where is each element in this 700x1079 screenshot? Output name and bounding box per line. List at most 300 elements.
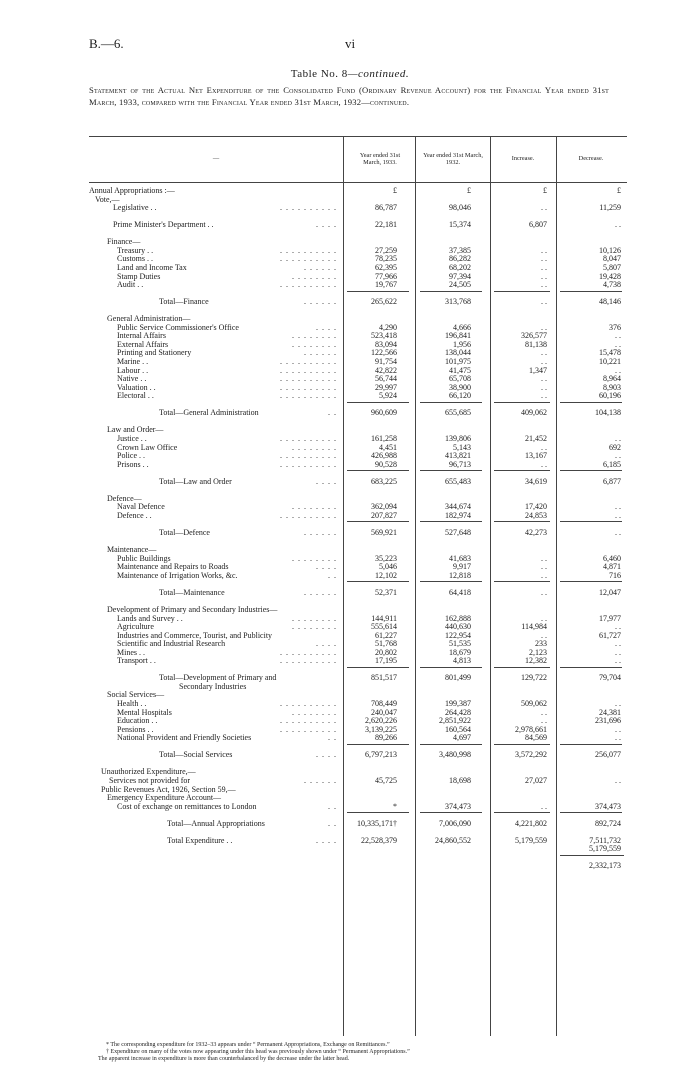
subtotal-rule: [560, 812, 622, 813]
statement-heading: Statement of the Actual Net Expenditure of the Consolidated Fund (Ordinary Revenue Account) for the Financial Year ended 31st March, 1933, compared with the Financial Year ended 31st March, 1932—continued.: [89, 85, 609, 107]
cell-c4: . .: [615, 365, 621, 375]
cell-c3: 233: [535, 639, 547, 649]
row-label: Total—Law and Order: [159, 476, 232, 486]
cell-c3: 81,138: [525, 339, 547, 349]
leader-dots: . . . . . .: [304, 775, 337, 785]
cell-c1: 83,094: [375, 339, 397, 349]
row-label: Valuation . .: [117, 382, 156, 392]
total-row: [89, 408, 627, 418]
row-label: Health . .: [117, 699, 147, 708]
cell-c4: 7,511,732: [589, 835, 621, 845]
leader-dots: . . . . . . . .: [292, 331, 337, 341]
total-row: [89, 588, 627, 598]
leader-dots: . .: [328, 801, 337, 811]
row-label: Total—Annual Appropriations: [167, 818, 265, 828]
cell-c3: 84,569: [525, 733, 547, 743]
cell-c3: . .: [541, 716, 547, 726]
row-label: Native . .: [117, 374, 147, 384]
cell-c2: 37,385: [449, 245, 471, 255]
table-row: [89, 220, 627, 230]
cell-c3: 326,577: [521, 331, 547, 341]
cell-c4: 48,146: [599, 297, 621, 307]
leader-dots: . . . . . . . . . .: [280, 280, 337, 290]
row-label: Maintenance and Repairs to Roads: [117, 562, 229, 572]
leader-dots: . . . .: [316, 639, 337, 649]
footnote-asterisk: * The corresponding expenditure for 1932–33 appears under “ Permanent Appropriations, Exchange on Remittances.”: [106, 1042, 390, 1048]
row-label: Legislative . .: [113, 203, 157, 213]
cell-c3: . .: [541, 374, 547, 384]
cell-c1: 56,744: [375, 374, 397, 384]
row-label: Defence . .: [117, 510, 152, 520]
cell-c3: 5,179,559: [515, 835, 547, 845]
leader-dots: . . . . . . . .: [292, 442, 337, 452]
subtotal-rule: [560, 402, 622, 403]
leader-dots: . . . . . . . . . .: [280, 459, 337, 469]
row-label: Stamp Duties: [117, 271, 161, 281]
total-row: [89, 477, 627, 487]
row-label: Mines . .: [117, 647, 145, 657]
row-label: Total Expenditure . .: [167, 835, 233, 845]
cell-c4: 10,221: [599, 357, 621, 366]
cell-c2: 2,851,922: [439, 716, 471, 726]
row-label: Social Services—: [107, 690, 165, 700]
column-header-decrease: Decrease.: [578, 155, 604, 163]
cell-c4: 104,138: [595, 408, 621, 418]
row-label: Vote,—: [95, 194, 120, 204]
cell-c2: £: [467, 186, 471, 195]
row-label: Scientific and Industrial Research: [117, 639, 226, 649]
row-label: Treasury . .: [117, 245, 154, 255]
cell-c2: 655,685: [445, 408, 471, 418]
cell-c3: 17,420: [525, 502, 547, 512]
subtotal-rule: [347, 812, 409, 813]
cell-c1: 10,335,171†: [357, 818, 397, 828]
header-bottom-rule: [89, 182, 627, 183]
cell-c1: 77,966: [375, 271, 397, 281]
cell-c1: 22,181: [375, 220, 397, 230]
cell-c2: 64,418: [449, 587, 471, 597]
table-row: [89, 844, 627, 854]
cell-c3: . .: [541, 562, 547, 572]
cell-c1: 161,258: [371, 433, 397, 443]
row-label: Printing and Stationery: [117, 348, 192, 358]
cell-c1: 62,395: [375, 262, 397, 272]
cell-c4: 716: [609, 570, 621, 580]
cell-c4: 6,460: [603, 553, 621, 563]
row-label: Total—Development of Primary and: [159, 673, 277, 683]
cell-c3: 2,978,661: [515, 724, 547, 734]
subtotal-rule: [347, 581, 409, 582]
cell-c4: . .: [615, 451, 621, 461]
cell-c4: 4,871: [603, 562, 621, 572]
cell-c4: . .: [615, 622, 621, 632]
leader-dots: . . . . . . . . . .: [280, 365, 337, 375]
cell-c3: . .: [541, 262, 547, 272]
row-label: Unauthorized Expenditure,—: [101, 767, 196, 777]
table-row: [89, 733, 627, 743]
row-label: Defence—: [107, 493, 142, 503]
cell-c2: 199,387: [445, 699, 471, 708]
leader-dots: . .: [328, 818, 337, 828]
cell-c3: £: [543, 186, 547, 195]
cell-c1: 17,195: [375, 656, 397, 666]
row-label: Emergency Expenditure Account—: [107, 793, 222, 803]
leader-dots: . .: [328, 733, 337, 743]
leader-dots: . . . . . . . . . .: [280, 433, 337, 443]
row-label: Total—Finance: [159, 297, 209, 307]
table-row: [89, 511, 627, 521]
row-label: General Administration—: [107, 314, 191, 324]
cell-c4: 60,196: [599, 391, 621, 401]
cell-c3: . .: [541, 297, 547, 307]
leader-dots: . .: [328, 570, 337, 580]
cell-c4: . .: [615, 656, 621, 666]
row-label: Law and Order—: [107, 425, 164, 435]
cell-c3: . .: [541, 630, 547, 640]
cell-c4: . .: [615, 528, 621, 537]
table-row: [89, 391, 627, 401]
leader-dots: . . . . . .: [304, 528, 337, 537]
cell-c1: 51,768: [375, 639, 397, 649]
row-label: Total—Maintenance: [159, 587, 225, 597]
page-number: vi: [344, 36, 356, 51]
leader-dots: . . . . . . . . . .: [280, 245, 337, 255]
cell-c1: 86,787: [375, 203, 397, 213]
row-label: Industries and Commerce, Tourist, and Publicity: [117, 630, 273, 640]
cell-c1: 22,528,379: [361, 835, 397, 845]
cell-c1: 35,223: [375, 553, 397, 563]
cell-c2: 101,975: [445, 357, 471, 366]
cell-c1: 122,566: [371, 348, 397, 358]
cell-c3: . .: [541, 459, 547, 469]
cell-c3: 12,382: [525, 656, 547, 666]
total-row: [89, 750, 627, 760]
cell-c1: 555,614: [371, 622, 397, 632]
subtotal-rule: [420, 581, 482, 582]
cell-c4: 374,473: [595, 801, 621, 811]
subtotal-rule: [420, 521, 482, 522]
cell-c4: . .: [615, 699, 621, 708]
cell-c4: 256,077: [595, 750, 621, 760]
subtotal-rule: [420, 744, 482, 745]
cell-c2: 344,674: [445, 502, 471, 512]
cell-c4: . .: [615, 220, 621, 230]
cell-c1: 29,997: [375, 382, 397, 392]
leader-dots: . . . . . . . . . .: [280, 699, 337, 708]
row-label: Annual Appropriations :—: [89, 186, 175, 195]
leader-dots: . . . . . . . . . .: [280, 656, 337, 666]
cell-c1: £: [393, 186, 397, 195]
leader-dots: . . . . . . . .: [292, 622, 337, 632]
subtotal-rule: [347, 667, 409, 668]
row-label: Internal Affairs: [117, 331, 166, 341]
row-label: Electoral . .: [117, 391, 154, 401]
cell-c4: . .: [615, 647, 621, 657]
leader-dots: . . . . . . . . . .: [280, 357, 337, 366]
leader-dots: . . . .: [316, 476, 337, 486]
subtotal-rule: [494, 581, 550, 582]
row-label: Total—General Administration: [159, 408, 259, 418]
leader-dots: . . . . . . . . . .: [280, 391, 337, 401]
cell-c2: 264,428: [445, 707, 471, 717]
leader-dots: . . . . . . . .: [292, 553, 337, 563]
cell-c2: 65,708: [449, 374, 471, 384]
cell-c4: . .: [615, 639, 621, 649]
leader-dots: . . . . . .: [304, 297, 337, 307]
cell-c2: 12,818: [449, 570, 471, 580]
cell-c4: 5,807: [603, 262, 621, 272]
leader-dots: . . . . . .: [304, 262, 337, 272]
cell-c2: 96,713: [449, 459, 471, 469]
leader-dots: . . . . . . . . . .: [280, 254, 337, 264]
cell-c1: 362,094: [371, 502, 397, 512]
cell-c2: 4,666: [453, 322, 471, 332]
cell-c3: 114,984: [521, 622, 547, 632]
leader-dots: . . . . . . . .: [292, 502, 337, 512]
table-title: [0, 68, 700, 80]
row-label: Crown Law Office: [117, 442, 178, 452]
leader-dots: . . . . . .: [304, 587, 337, 597]
cell-c1: 144,911: [371, 613, 397, 623]
cell-c1: 90,528: [375, 459, 397, 469]
cell-c4: 376: [609, 322, 621, 332]
cell-c2: 196,841: [445, 331, 471, 341]
total-row: [89, 297, 627, 307]
cell-c1: 45,725: [375, 775, 397, 785]
column-header-1932: Year ended 31st March, 1932.: [423, 151, 483, 166]
row-label: Development of Primary and Secondary Industries—: [107, 604, 278, 614]
cell-c1: 426,988: [371, 451, 397, 461]
cell-c3: . .: [541, 254, 547, 264]
cell-c4: . .: [615, 339, 621, 349]
cell-c1: 42,822: [375, 365, 397, 375]
cell-c1: 20,802: [375, 647, 397, 657]
cell-c1: 523,418: [371, 331, 397, 341]
subtotal-rule: [494, 402, 550, 403]
cell-c3: . .: [541, 707, 547, 717]
total-row: [89, 819, 627, 829]
footnotes: [98, 1042, 618, 1063]
row-label: Prime Minister's Department . .: [113, 220, 214, 230]
subtotal-rule: [560, 744, 622, 745]
cell-c3: 42,273: [525, 528, 547, 537]
leader-dots: . . . .: [316, 750, 337, 760]
leader-dots: . . . . . . . . . .: [280, 647, 337, 657]
subtotal-rule: [560, 667, 622, 668]
table-row: [89, 460, 627, 470]
subtotal-rule: [494, 291, 550, 292]
leader-dots: . . . .: [316, 220, 337, 230]
cell-c3: 129,722: [521, 673, 547, 683]
cell-c1: 265,622: [371, 297, 397, 307]
cell-c1: 2,620,226: [365, 716, 397, 726]
cell-c2: 24,860,552: [435, 835, 471, 845]
cell-c2: 182,974: [445, 510, 471, 520]
cell-c4: 10,126: [599, 245, 621, 255]
row-label: Public Buildings: [117, 553, 171, 563]
leader-dots: . . . . . . . . . .: [280, 724, 337, 734]
table-row: [89, 861, 627, 871]
cell-c1: 61,227: [375, 630, 397, 640]
leader-dots: . . . . . .: [304, 348, 337, 358]
row-label: Maintenance of Irrigation Works, &c.: [117, 570, 238, 580]
cell-c2: 9,917: [453, 562, 471, 572]
cell-c2: 4,697: [453, 733, 471, 743]
cell-c2: 98,046: [449, 203, 471, 213]
cell-c1: 960,609: [371, 408, 397, 418]
row-label: Public Revenues Act, 1926, Section 59,—: [101, 784, 236, 794]
row-label: Maintenance—: [107, 545, 157, 555]
cell-c3: 409,062: [521, 408, 547, 418]
cell-c2: 7,006,090: [439, 818, 471, 828]
row-label: National Provident and Friendly Societies: [117, 733, 252, 743]
cell-c1: 5,924: [379, 391, 397, 401]
cell-c1: 52,371: [375, 587, 397, 597]
leader-dots: . . . .: [316, 322, 337, 332]
cell-c2: 38,900: [449, 382, 471, 392]
subtotal-rule: [347, 521, 409, 522]
subtotal-rule: [494, 744, 550, 745]
cell-c3: 21,452: [525, 433, 547, 443]
cell-c1: 3,139,225: [365, 724, 397, 734]
cell-c3: 34,619: [525, 476, 547, 486]
row-label: Customs . .: [117, 254, 154, 264]
cell-c4: . .: [615, 733, 621, 743]
cell-c3: . .: [541, 348, 547, 358]
subtotal-rule: [494, 521, 550, 522]
cell-c1: 569,921: [371, 528, 397, 537]
subtotal-rule: [560, 291, 622, 292]
cell-c2: 68,202: [449, 262, 471, 272]
cell-c3: 6,807: [529, 220, 547, 230]
cell-c2: 527,648: [445, 528, 471, 537]
cell-c1: 12,102: [375, 570, 397, 580]
table-row: [89, 571, 627, 581]
table-row: [89, 203, 627, 213]
subtotal-rule: [560, 581, 622, 582]
cell-c4: 6,877: [603, 476, 621, 486]
cell-c2: 66,120: [449, 391, 471, 401]
row-label: External Affairs: [117, 339, 169, 349]
cell-c4: 11,259: [599, 203, 621, 213]
row-label: Finance—: [107, 237, 141, 247]
cell-c4: 892,724: [595, 818, 621, 828]
row-label: Lands and Survey . .: [117, 613, 183, 623]
cell-c2: 15,374: [449, 220, 471, 230]
leader-dots: . . . . . . . . . .: [280, 716, 337, 726]
leader-dots: . . . . . . . .: [292, 271, 337, 281]
cell-c2: 4,813: [453, 656, 471, 666]
cell-c3: 4,221,802: [515, 818, 547, 828]
table-row: [89, 280, 627, 290]
subtotal-rule: [420, 470, 482, 471]
cell-c3: . .: [541, 570, 547, 580]
leader-dots: . . . . . . . .: [292, 613, 337, 623]
footnote-dagger: † Expenditure on many of the votes now appearing under this head was previously shown under “ Permanent Appropriations.”: [106, 1049, 410, 1055]
cell-c2: 97,394: [449, 271, 471, 281]
cell-c1: 708,449: [371, 699, 397, 708]
cell-c4: 231,696: [595, 716, 621, 726]
cell-c3: 3,572,292: [515, 750, 547, 760]
table-row: [89, 802, 627, 812]
cell-c4: 12,047: [599, 587, 621, 597]
cell-c1: 4,290: [379, 322, 397, 332]
difference-rule: [560, 855, 624, 856]
row-label: Marine . .: [117, 357, 149, 366]
cell-c2: 160,564: [445, 724, 471, 734]
cell-c4: 79,704: [599, 673, 621, 683]
subtotal-rule: [560, 521, 622, 522]
row-label: Prisons . .: [117, 459, 149, 469]
cell-c1: 78,235: [375, 254, 397, 264]
row-label: Labour . .: [117, 365, 149, 375]
cell-c3: . .: [541, 271, 547, 281]
cell-c2: 374,473: [445, 801, 471, 811]
cell-c1: 91,754: [375, 357, 397, 366]
cell-c1: 207,827: [371, 510, 397, 520]
leader-dots: . . . .: [316, 562, 337, 572]
leader-dots: . . . . . . . .: [292, 339, 337, 349]
cell-c2: 51,535: [449, 639, 471, 649]
cell-c1: 240,047: [371, 707, 397, 717]
leader-dots: . . . . . . . . . .: [280, 203, 337, 213]
column-header-increase: Increase.: [511, 155, 535, 163]
cell-c2: 139,806: [445, 433, 471, 443]
leader-dots: . . . . . . . . . .: [280, 382, 337, 392]
cell-c4: 8,047: [603, 254, 621, 264]
cell-c4: . .: [615, 510, 621, 520]
cell-c4: 19,428: [599, 271, 621, 281]
cell-c4: 15,478: [599, 348, 621, 358]
cell-c2: 440,630: [445, 622, 471, 632]
cell-c2: 122,954: [445, 630, 471, 640]
cell-c3: . .: [541, 801, 547, 811]
row-label: Total—Defence: [159, 528, 210, 537]
row-label: Audit . .: [117, 280, 144, 290]
cell-c3: 1,347: [529, 365, 547, 375]
cell-c3: . .: [541, 280, 547, 290]
cell-c2: 5,143: [453, 442, 471, 452]
row-label: Justice . .: [117, 433, 147, 443]
cell-c4: 8,903: [603, 382, 621, 392]
cell-c3: . .: [541, 553, 547, 563]
cell-c2: 413,821: [445, 451, 471, 461]
cell-c1: 5,046: [379, 562, 397, 572]
row-label: Transport . .: [117, 656, 156, 666]
row-label: Pensions . .: [117, 724, 154, 734]
row-label: Services not provided for: [109, 775, 191, 785]
subtotal-rule: [347, 291, 409, 292]
table-title-suffix: —continued.: [347, 68, 410, 80]
cell-c2: 3,480,998: [439, 750, 471, 760]
row-label: Secondary Industries: [179, 681, 247, 691]
cell-c3: 27,027: [525, 775, 547, 785]
total-row: [89, 528, 627, 538]
row-label: Cost of exchange on remittances to London: [117, 801, 257, 811]
cell-c1: 19,767: [375, 280, 397, 290]
footnote-note: The apparent increase in expenditure is more than counterbalanced by the decrease under the latter head.: [98, 1056, 350, 1062]
cell-c4: 24,381: [599, 707, 621, 717]
cell-c4: . .: [615, 724, 621, 734]
subtotal-rule: [420, 402, 482, 403]
column-header-1933: Year ended 31st March, 1933.: [359, 151, 401, 166]
cell-c4: . .: [615, 433, 621, 443]
page-header-left: B.—6.: [89, 36, 124, 51]
row-label: Mental Hospitals: [117, 707, 172, 717]
subtotal-rule: [347, 402, 409, 403]
subtotal-rule: [347, 744, 409, 745]
cell-c4: . .: [615, 331, 621, 341]
